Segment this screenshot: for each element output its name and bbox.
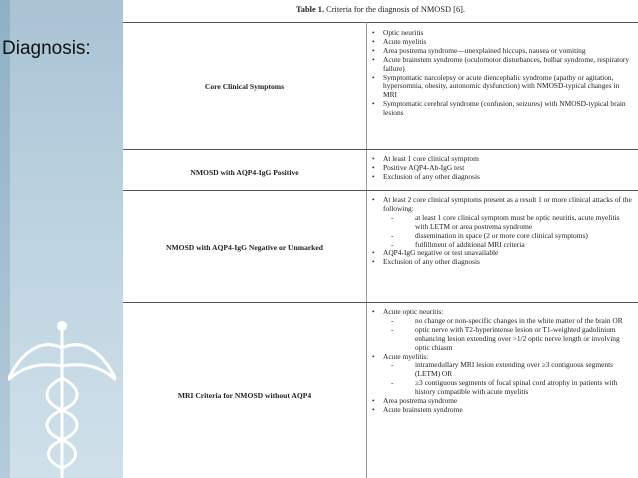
sub-list-item: - optic nerve with T2-hyperintense lesion or T1-weighted gadolinium enhancing lesion extending over >1/2 optic nerve length or involving optic chiasm xyxy=(371,326,633,353)
list-item: • Symptomatic cerebral syndrome (confusion, seizures) with NMOSD-typical brain lesions xyxy=(371,100,633,118)
sub-list-item: - ≥3 contiguous segments of focal spinal cord atrophy in patients with history compatible with acute myelitis xyxy=(371,379,633,397)
list-item: • Acute optic neuritis: xyxy=(371,308,633,317)
sub-list-item: - no change or non-specific changes in the white matter of the brain OR xyxy=(371,317,633,326)
slide-heading: Diagnosis: xyxy=(2,38,91,59)
list-item: • Exclusion of any other diagnosis xyxy=(371,258,633,267)
row-divider xyxy=(123,149,638,150)
list-item: • At least 2 core clinical symptoms present as a result 1 or more clinical attacks of the following: xyxy=(371,196,633,214)
list-item: • Acute brainstem syndrome (oculomotor disturbances, bulbar syndrome, respiratory failure) xyxy=(371,56,633,74)
sub-list-item: - dissemination in space (2 or more core clinical symptoms) xyxy=(371,232,633,241)
list-item: • Symptomatic narcolepsy or acute diencephalic syndrome (apathy or agitation, hypersomnia, obesity, autonomic dysfunction) with NMOSD-typical changes in MRI xyxy=(371,74,633,101)
caduceus-icon xyxy=(8,318,116,478)
row-cell-core-symptoms xyxy=(371,29,633,118)
row-cell-mri-criteria xyxy=(371,308,633,415)
row-label-mri-criteria: MRI Criteria for NMOSD without AQP4 xyxy=(177,391,312,400)
criteria-table xyxy=(123,0,638,478)
list-item: • Acute myelitis: xyxy=(371,353,633,362)
table-number: Table 1. xyxy=(295,5,325,14)
row-label-core-symptoms: Core Clinical Symptoms xyxy=(204,82,285,91)
list-item: • Acute brainstem syndrome xyxy=(371,406,633,415)
list-item: • Optic neuritis xyxy=(371,29,633,38)
row-divider xyxy=(123,302,638,303)
sub-list-item: - at least 1 core clinical symptom must be optic neuritis, acute myelitis with LETM or area postrema syndrome xyxy=(371,214,633,232)
table-caption-text: Criteria for the diagnosis of NMOSD [6]. xyxy=(326,5,466,14)
list-item: • Area postrema syndrome xyxy=(371,397,633,406)
list-item: • Positive AQP4-Ab-IgG test xyxy=(371,164,633,173)
row-divider xyxy=(123,190,638,191)
list-item: • Exclusion of any other diagnosis xyxy=(371,173,633,182)
list-item: • Area postrema syndrome—unexplained hiccups, nausea or vomiting xyxy=(371,47,633,56)
sub-list-item: - fulfillment of additional MRI criteria xyxy=(371,241,633,250)
sub-list-item: - intramedullary MRI lesion extending over ≥3 contiguous segments (LETM) OR xyxy=(371,361,633,379)
row-label-aqp4-negative: NMOSD with AQP4-IgG Negative or Unmarked xyxy=(166,243,323,252)
column-divider xyxy=(366,22,367,478)
row-label-aqp4-positive: NMOSD with AQP4-IgG Positive xyxy=(190,168,299,177)
table-caption xyxy=(123,5,638,14)
list-item: • AQP4-IgG negative or test unavailable xyxy=(371,249,633,258)
list-item: • At least 1 core clinical symptom xyxy=(371,155,633,164)
slide-sidebar xyxy=(0,0,123,478)
row-cell-aqp4-positive xyxy=(371,155,633,182)
table-top-rule xyxy=(123,22,638,23)
list-item: • Acute myelitis xyxy=(371,38,633,47)
row-cell-aqp4-negative xyxy=(371,196,633,267)
